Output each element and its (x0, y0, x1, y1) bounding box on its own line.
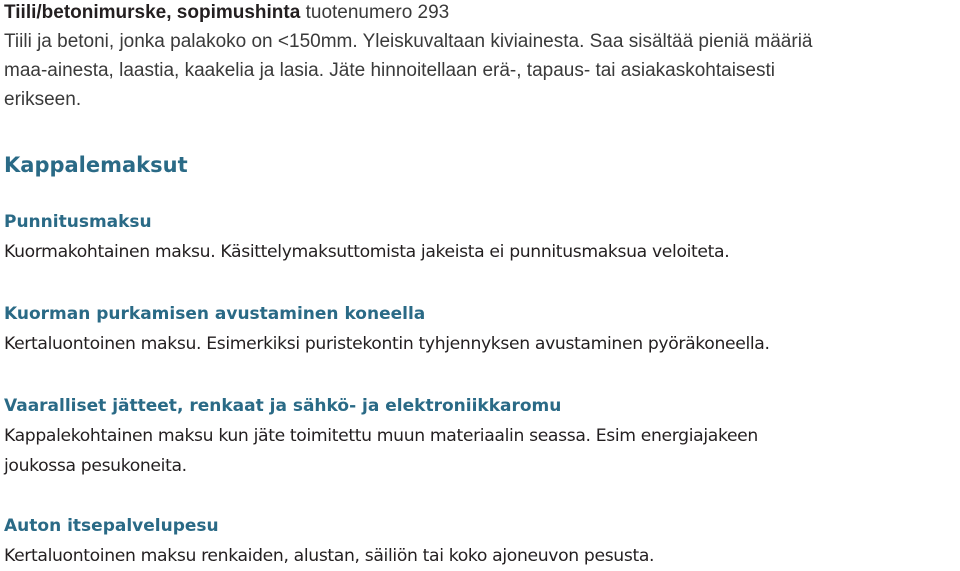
section-title: Vaaralliset jätteet, renkaat ja sähkö- ja elektroniikkaromu (4, 396, 562, 416)
intro-product-number: tuotenumero 293 (305, 2, 450, 23)
section-body-line: Kappalekohtainen maksu kun jäte toimitettu muun materiaalin seassa. Esim energiajakeen (4, 426, 758, 446)
section-heading-kappalemaksut: Kappalemaksut (4, 153, 188, 177)
section-title: Kuorman purkamisen avustaminen koneella (4, 304, 426, 324)
section-kuorman-purkaminen (4, 300, 956, 359)
intro-line-1: Tiili ja betoni, jonka palakoko on <150mm. Yleiskuvaltaan kiviainesta. Saa sisältää pieniä määriä (4, 31, 813, 52)
section-auton-itsepalvelupesu (4, 512, 956, 571)
section-title: Auton itsepalvelupesu (4, 516, 219, 536)
intro-block (4, 0, 956, 114)
intro-title-line (4, 0, 956, 27)
section-punnitusmaksu (4, 208, 956, 267)
section-body-line: Kertaluontoinen maksu renkaiden, alustan, säiliön tai koko ajoneuvon pesusta. (4, 546, 655, 566)
intro-line-2: maa-ainesta, laastia, kaakelia ja lasia. Jäte hinnoitellaan erä-, tapaus- tai asiakaskohtaisesti (4, 60, 775, 81)
section-body-line: Kertaluontoinen maksu. Esimerkiksi puristekontin tyhjennyksen avustaminen pyöräkoneella. (4, 334, 770, 354)
intro-line-3: erikseen. (4, 89, 82, 110)
section-body-line: Kuormakohtainen maksu. Käsittelymaksuttomista jakeista ei punnitusmaksua veloiteta. (4, 242, 730, 262)
section-body-line: joukossa pesukoneita. (4, 456, 187, 476)
intro-title: Tiili/betonimurske, sopimushinta (4, 2, 301, 23)
section-title: Punnitusmaksu (4, 212, 152, 232)
section-vaaralliset-jatteet (4, 392, 956, 481)
